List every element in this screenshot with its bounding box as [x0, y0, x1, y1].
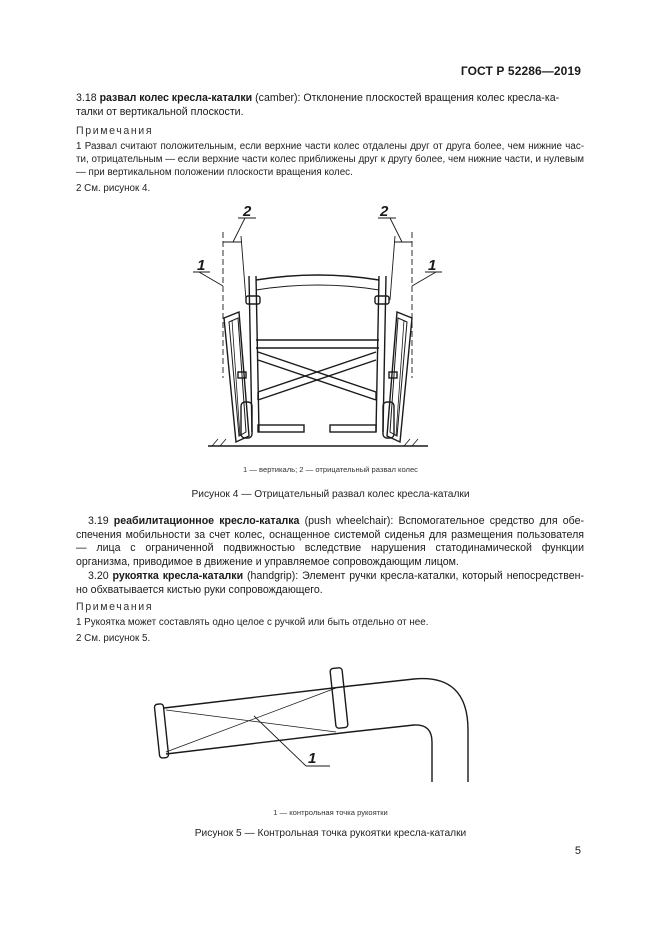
fig4-label-2-right: 2 [380, 203, 389, 220]
definition-line2: талки от вертикальной плоскости. [76, 105, 244, 118]
section-number: 3.20 [88, 570, 113, 582]
section-number: 3.18 [76, 92, 100, 104]
term: развал колес кресла-каталки [99, 92, 253, 104]
term: рукоятка кресла-каталки [112, 570, 244, 582]
note-2-1: 1 Рукоятка может составлять одно целое с ручкой или быть отдельно от нее. [76, 617, 429, 628]
definition: (push wheelchair): Вспомогательное средство для обе-спечения мобильности за счет колес, оснащенное системой сиденья для размещения пользователя — лица с ограниченной подвижностью вследствие нарушения статодинамической функции организма, приводимое в движение и управляемое сопровождающим лицом. [76, 515, 584, 568]
document-header: ГОСТ Р 52286—2019 [460, 64, 581, 78]
fig4-label-1-left: 1 [197, 257, 206, 274]
figure-5-caption: Рисунок 5 — Контрольная точка рукоятки кресла-каталки [194, 828, 467, 839]
note-1: 1 Развал считают положительным, если верхние части колес отдалены друг от друга более, чем нижние час-ти, отрицательным — если верхние части колес приближены друг к другу более, чем нижние части, и нулевым — при вертикальном положении плоскости вращения колес. [76, 141, 584, 178]
note-2: 2 См. рисунок 4. [76, 183, 151, 194]
fig4-label-1-right: 1 [428, 257, 437, 274]
notes-heading-2: Примечания [76, 601, 154, 613]
section-number: 3.19 [88, 515, 114, 527]
figure-4-caption: Рисунок 4 — Отрицательный развал колес кресла-каталки [191, 489, 470, 500]
definition: (handgrip): Элемент ручки кресла-каталки, который непосредствен-но обхватывается кистью руки сопровождающего. [76, 570, 585, 596]
page-number: 5 [574, 845, 581, 857]
definition: (camber): Отклонение плоскостей вращения колес кресла-ка- [252, 92, 560, 104]
notes-heading: Примечания [76, 125, 154, 137]
figure-5-legend: 1 — контрольная точка рукоятки [273, 808, 388, 817]
term: реабилитационное кресло-каталка [113, 515, 300, 527]
fig4-label-2-left: 2 [243, 203, 252, 220]
figure-4-legend: 1 — вертикаль; 2 — отрицательный развал колес [243, 465, 418, 474]
fig5-label-1: 1 [308, 750, 317, 767]
note-2-2: 2 См. рисунок 5. [76, 633, 151, 644]
